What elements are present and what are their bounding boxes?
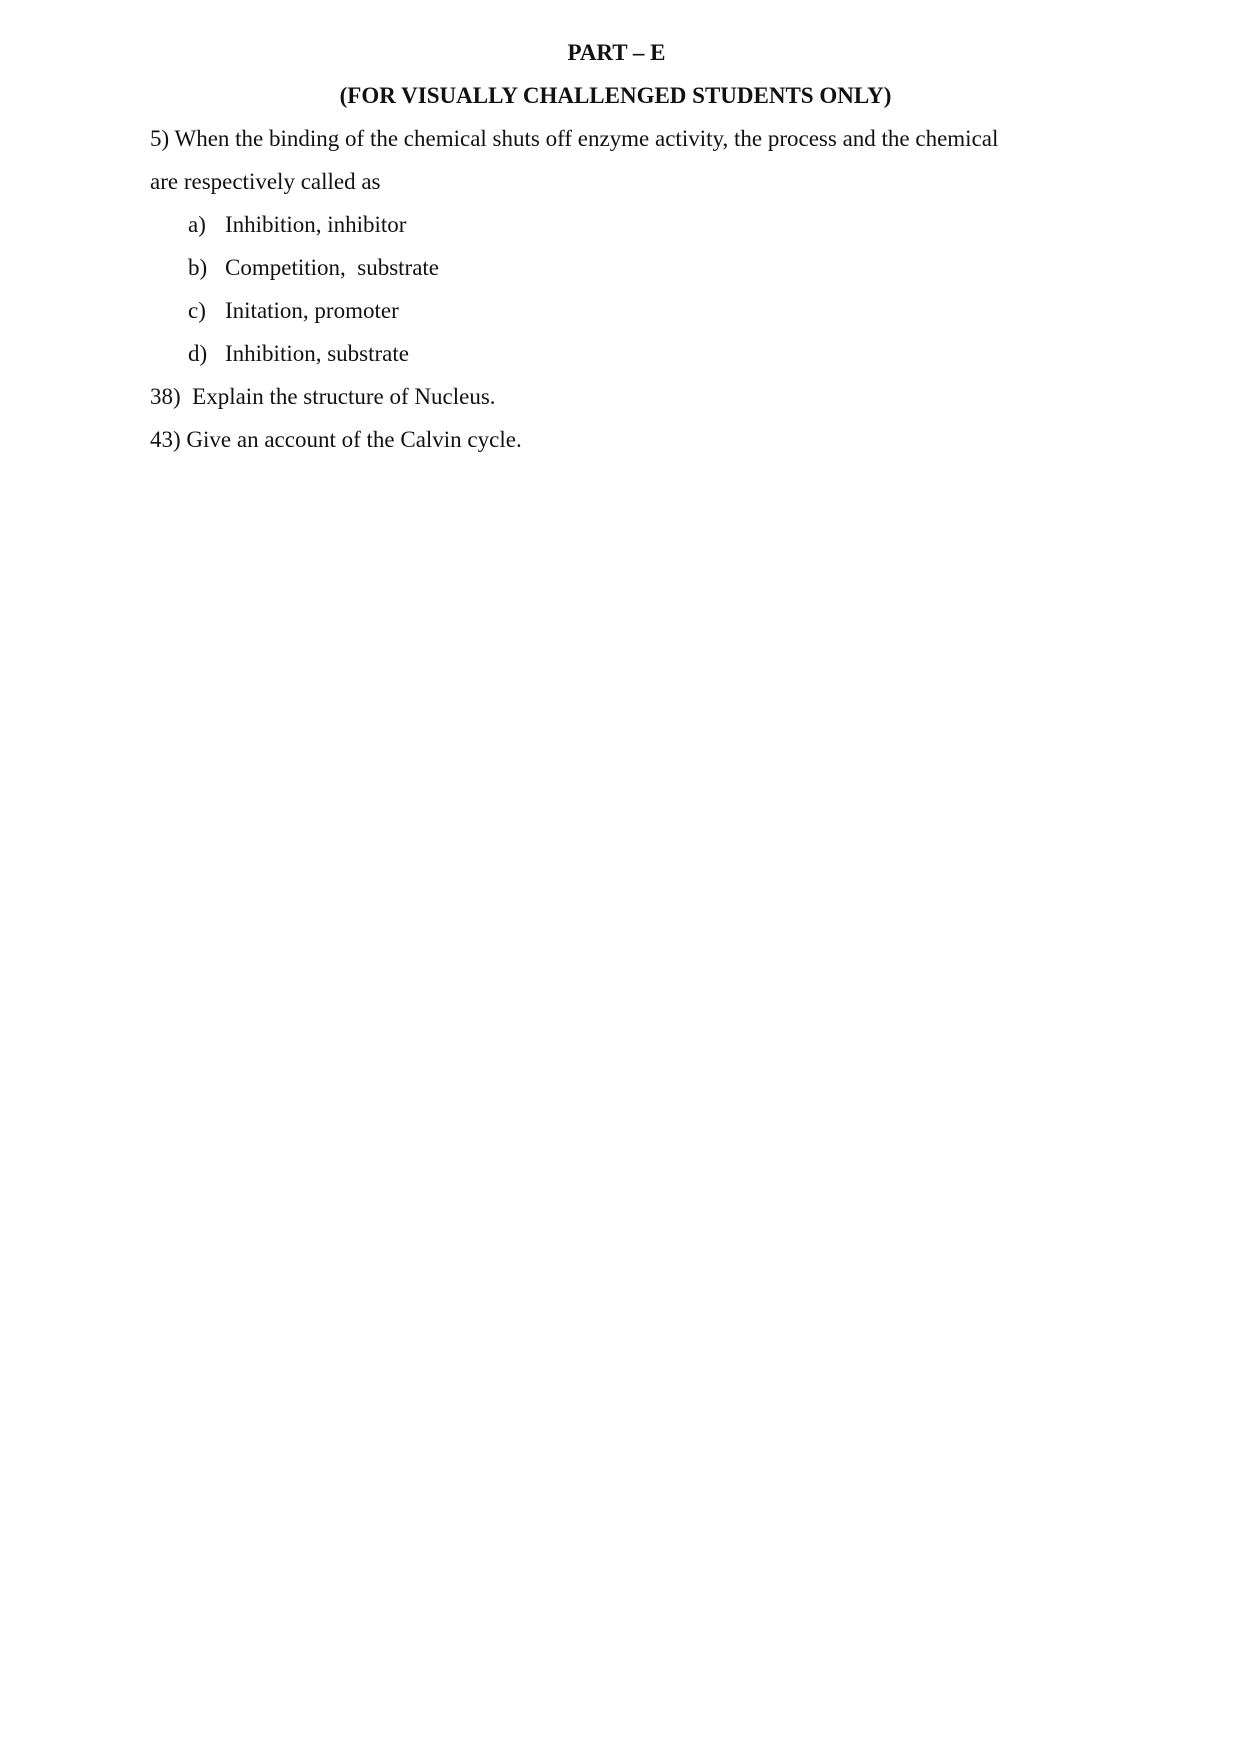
section-subtitle: (FOR VISUALLY CHALLENGED STUDENTS ONLY)	[339, 83, 892, 108]
option-a-text: Inhibition, inhibitor	[225, 212, 407, 237]
option-a-letter: a)	[188, 212, 206, 237]
option-b-letter: b)	[188, 255, 208, 280]
question-43-text: 43) Give an account of the Calvin cycle.	[150, 427, 522, 452]
option-c	[188, 296, 399, 326]
option-a	[188, 210, 406, 240]
section-title: PART – E	[567, 40, 666, 65]
option-d-text: Inhibition, substrate	[225, 341, 409, 366]
question-5-text-line1: 5) When the binding of the chemical shuts off enzyme activity, the process and the chemical	[150, 126, 999, 151]
option-c-letter: c)	[188, 298, 206, 323]
question-5-text-line2: are respectively called as	[150, 169, 381, 194]
option-d	[188, 339, 409, 369]
option-b-text: Competition, substrate	[225, 255, 440, 280]
question-38-text: 38) Explain the structure of Nucleus.	[150, 384, 496, 409]
option-c-text: Initation, promoter	[225, 298, 399, 323]
option-d-letter: d)	[188, 341, 208, 366]
option-b	[188, 253, 439, 283]
